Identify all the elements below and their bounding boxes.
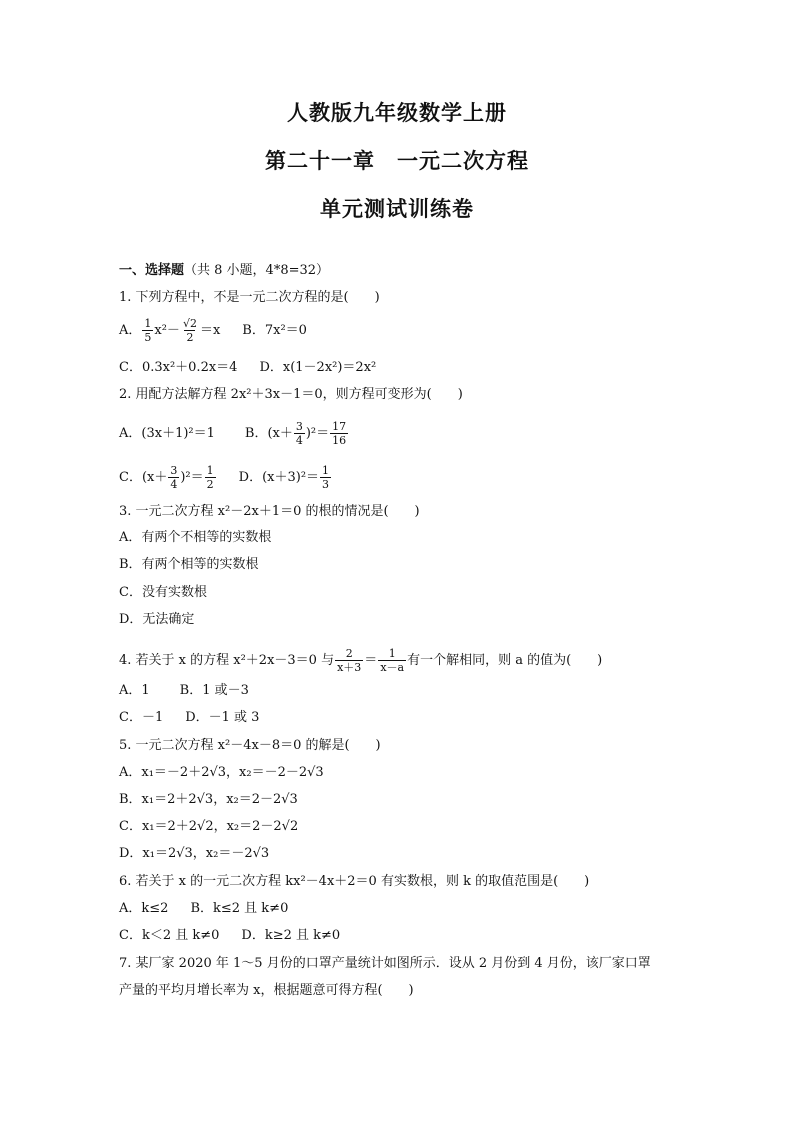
q3-option-b: B．有两个相等的实数根 [119, 557, 259, 572]
q5-stem: 5. 一元二次方程 x²－4x－8＝0 的解是( ) [119, 738, 381, 753]
q5-option-d: D．x₁＝2√3，x₂＝－2√3 [119, 846, 270, 861]
q4-option-d: D．－1 或 3 [185, 710, 260, 725]
chapter-title: 第二十一章 一元二次方程 [265, 148, 529, 173]
q1-a-frac2-den: 2 [186, 331, 194, 344]
q1-a-mid: x²－ [154, 323, 180, 338]
q3-option-a: A．有两个不相等的实数根 [119, 530, 272, 545]
q2-c-frac2 [205, 464, 216, 491]
q5-option-b: B．x₁＝2＋2√3，x₂＝2－2√3 [119, 792, 298, 807]
q4-frac2-den: x－a [380, 661, 405, 674]
q6-option-c: C．k＜2 且 k≠0 [119, 928, 220, 943]
q4-frac2 [378, 647, 406, 674]
q1-a-frac2-num: √2 [182, 317, 197, 330]
q1-a-frac1-den: 5 [144, 331, 152, 344]
q4-eq: ＝ [364, 653, 378, 668]
q1-options-cd [119, 359, 376, 377]
q7-stem-line1: 7. 某厂家 2020 年 1～5 月份的口罩产量统计如图所示．设从 2 月份到 4 月份，该厂家口罩 [119, 956, 651, 971]
q4-options-ab [119, 682, 249, 700]
q7-stem-line2: 产量的平均月增长率为 x，根据题意可得方程( ) [119, 983, 414, 998]
q4-stem-post: 有一个解相同，则 a 的值为( ) [407, 653, 603, 668]
q2-options-ab [119, 420, 349, 447]
exam-title: 人教版九年级数学上册 [287, 100, 507, 125]
q3-stem: 3. 一元二次方程 x²－2x＋1＝0 的根的情况是( ) [119, 504, 420, 519]
q2-b-label: B．(x＋ [244, 426, 293, 441]
q4-frac2-num: 1 [388, 647, 396, 660]
q1-option-d: D．x(1－2x²)＝2x² [259, 360, 377, 375]
q5-option-c: C．x₁＝2＋2√2，x₂＝2－2√2 [119, 819, 299, 834]
q4-frac1-den: x＋3 [337, 661, 362, 674]
q1-a-end: ＝x [199, 323, 221, 338]
q5-option-a: A．x₁＝－2＋2√3，x₂＝－2－2√3 [119, 765, 324, 780]
q1-options-ab [119, 317, 307, 344]
q4-frac1 [335, 647, 363, 674]
section-head: 一、选择题 [119, 263, 185, 278]
q6-option-b: B．k≤2 且 k≠0 [190, 901, 289, 916]
q2-options-cd [119, 464, 332, 491]
section-heading [119, 262, 329, 280]
q1-a-frac1-num: 1 [144, 317, 152, 330]
q1-stem: 1. 下列方程中，不是一元二次方程的是( ) [119, 290, 380, 305]
q1-option-b: B．7x²＝0 [242, 323, 307, 338]
q2-c-frac2-num: 1 [206, 464, 214, 477]
q2-c-mid: )²＝ [180, 470, 204, 485]
section-note: （共 8 小题，4*8=32） [184, 263, 330, 278]
q2-b-frac1-num: 3 [295, 420, 303, 433]
q4-stem-pre: 4. 若关于 x 的方程 x²＋2x－3＝0 与 [119, 653, 335, 668]
q4-stem [119, 647, 602, 674]
q6-options-ab [119, 900, 288, 918]
q2-b-frac1-den: 4 [295, 434, 303, 447]
q6-options-cd [119, 927, 340, 945]
q2-b-frac2-den: 16 [332, 434, 347, 447]
q4-option-c: C．－1 [119, 710, 164, 725]
q2-c-frac2-den: 2 [206, 478, 214, 491]
q2-c-label: C．(x＋ [119, 470, 168, 485]
q2-stem: 2. 用配方法解方程 2x²＋3x－1＝0，则方程可变形为( ) [119, 387, 463, 402]
q3-option-d: D．无法确定 [119, 612, 195, 627]
q2-d-frac [320, 464, 331, 491]
q6-option-a: A．k≤2 [119, 901, 169, 916]
q4-option-b: B．1 或－3 [179, 683, 249, 698]
q4-frac1-num: 2 [345, 647, 353, 660]
q2-c-frac1-num: 3 [170, 464, 178, 477]
q2-b-frac2 [330, 420, 348, 447]
q2-c-frac1 [168, 464, 179, 491]
q1-a-frac1 [142, 317, 153, 344]
q2-c-frac1-den: 4 [170, 478, 178, 491]
q2-d-label: D．(x＋3)²＝ [238, 470, 320, 485]
q1-a-frac2 [181, 317, 199, 344]
q6-option-d: D．k≥2 且 k≠0 [241, 928, 341, 943]
q4-options-cd [119, 709, 259, 727]
test-title: 单元测试训练卷 [320, 196, 474, 221]
q2-d-frac-den: 3 [322, 478, 330, 491]
q2-d-frac-num: 1 [322, 464, 330, 477]
q2-b-frac2-num: 17 [332, 420, 347, 433]
q1-option-c: C．0.3x²＋0.2x＝4 [119, 360, 238, 375]
q1-a-label: A． [119, 323, 142, 338]
q2-option-a: A．(3x＋1)²＝1 [119, 426, 215, 441]
q4-option-a: A．1 [119, 683, 150, 698]
q2-b-frac1 [294, 420, 305, 447]
q6-stem: 6. 若关于 x 的一元二次方程 kx²－4x＋2＝0 有实数根，则 k 的取值范围是( ) [119, 874, 590, 889]
q2-b-mid: )²＝ [305, 426, 330, 441]
q3-option-c: C．没有实数根 [119, 585, 207, 600]
